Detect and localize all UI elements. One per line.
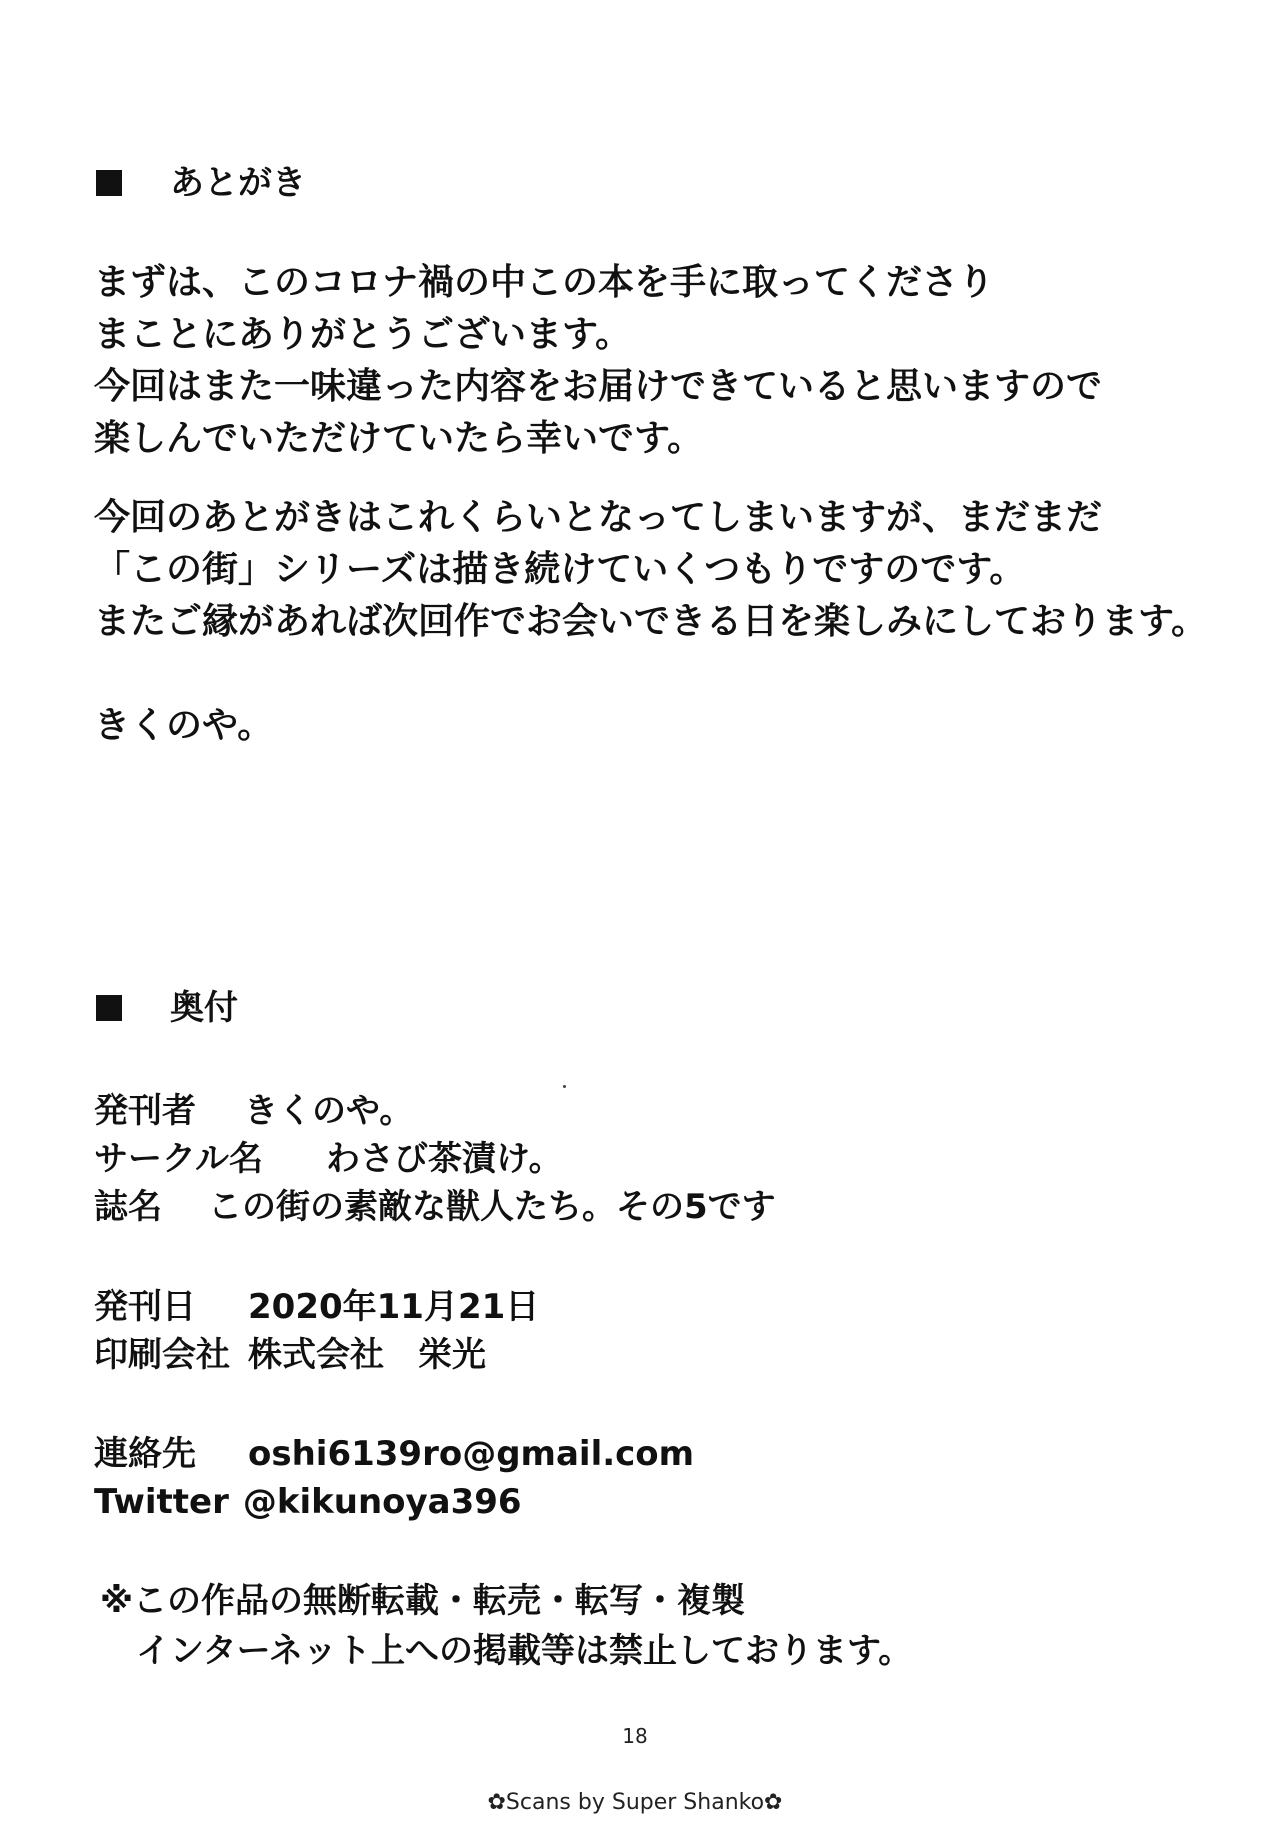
afterword-paragraph-2: [94, 492, 1207, 648]
colophon-contact-info: [94, 1430, 694, 1526]
scan-credit: ✿Scans by Super Shanko✿: [487, 1790, 783, 1815]
contact-row: [94, 1430, 694, 1478]
twitter-label: Twitter: [94, 1482, 229, 1522]
date-value: 2020年11月21日: [248, 1287, 540, 1327]
printer-value: 株式会社 栄光: [248, 1335, 486, 1375]
circle-row: [94, 1135, 776, 1183]
title-label: 誌名: [94, 1187, 162, 1227]
copyright-notice: [100, 1576, 912, 1676]
square-bullet-icon: [96, 995, 122, 1021]
square-bullet-icon: [96, 170, 122, 196]
afterword-heading: [96, 163, 306, 203]
twitter-row: [94, 1478, 694, 1526]
afterword-signature: きくのや。: [94, 705, 274, 746]
publisher-value: きくのや。: [244, 1091, 414, 1131]
publisher-label: 発刊者: [94, 1091, 196, 1131]
contact-label: 連絡先: [94, 1434, 196, 1474]
page-number: 18: [622, 1724, 648, 1748]
text-line: 今回のあとがきはこれくらいとなってしまいますが、まだまだ: [94, 497, 1103, 538]
publisher-row: [94, 1087, 776, 1135]
printer-row: [94, 1331, 539, 1379]
text-line: 今回はまた一味違った内容をお届けできていると思いますので: [94, 366, 1103, 407]
text-line: またご縁があれば次回作でお会いできる日を楽しみにしております。: [94, 601, 1208, 642]
date-row: [94, 1283, 539, 1331]
title-value: この街の素敵な獣人たち。その5です: [208, 1187, 776, 1227]
twitter-handle: @kikunoya396: [242, 1482, 522, 1522]
colophon-heading-text: 奥付: [170, 988, 238, 1028]
afterword-heading-text: あとがき: [170, 163, 306, 203]
colophon-print-info: [94, 1283, 539, 1379]
text-line: 「この街」シリーズは描き続けていくつもりですのです。: [94, 549, 1026, 590]
afterword-paragraph-1: [94, 257, 1102, 465]
text-line: まことにありがとうございます。: [94, 314, 632, 355]
title-row: [94, 1183, 776, 1231]
colophon-publication-info: [94, 1087, 776, 1231]
text-line: まずは、このコロナ禍の中この本を手に取ってくださり: [94, 262, 995, 303]
contact-email: oshi6139ro@gmail.com: [248, 1434, 695, 1474]
date-label: 発刊日: [94, 1287, 196, 1327]
notice-line: ※この作品の無断転載・転売・転写・複製: [100, 1581, 746, 1621]
notice-line: インターネット上への掲載等は禁止しております。: [136, 1631, 913, 1671]
printer-label: 印刷会社: [94, 1335, 230, 1375]
text-line: 楽しんでいただけていたら幸いです。: [94, 418, 704, 459]
circle-value: わさび茶漬け。: [326, 1139, 563, 1179]
circle-label: サークル名: [94, 1139, 263, 1179]
colophon-heading: [96, 988, 238, 1028]
